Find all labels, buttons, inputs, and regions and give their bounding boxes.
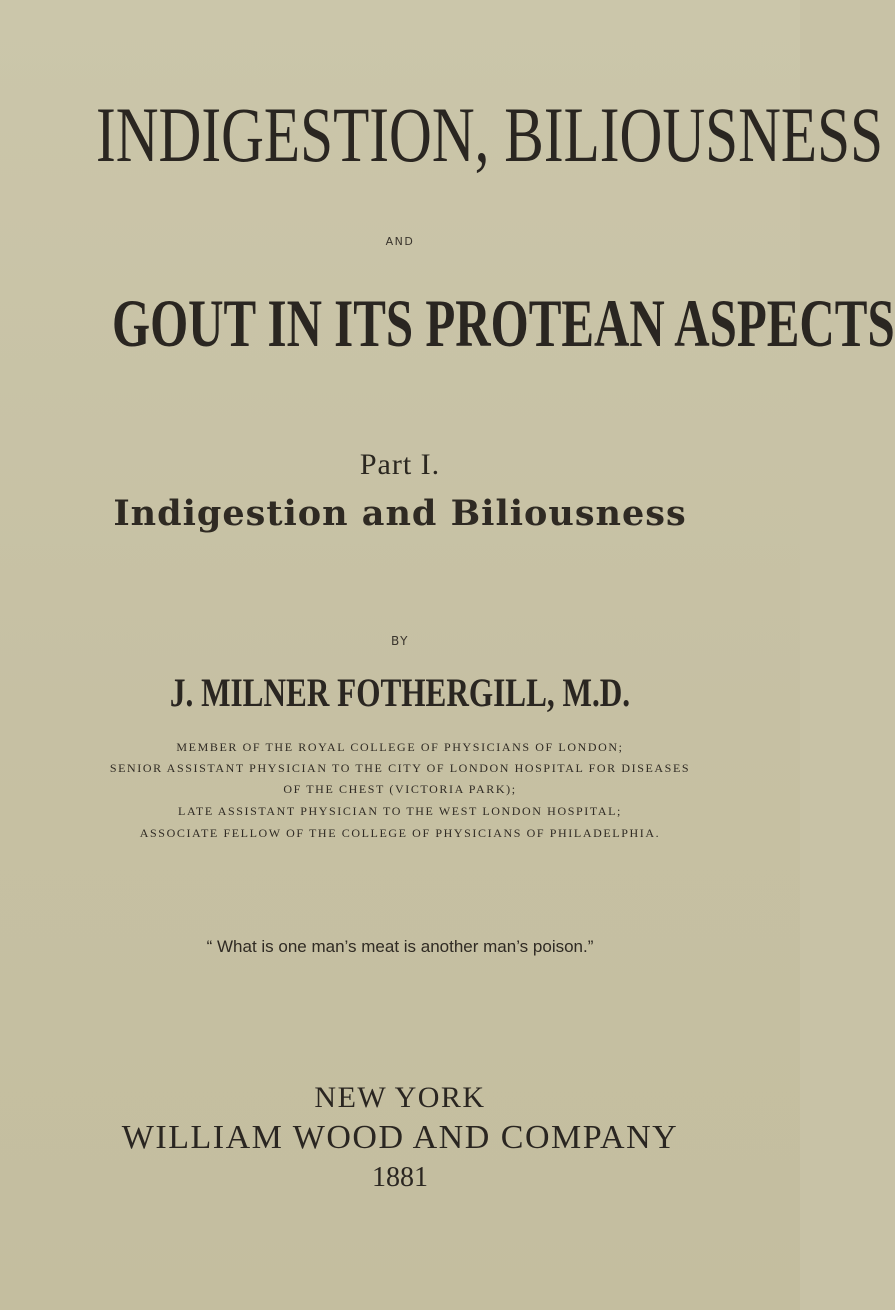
epigraph: “ What is one man’s meat is another man’s poison.”	[206, 937, 594, 956]
author-name: J. MILNER FOTHERGILL, M.D.	[169, 670, 631, 715]
author-credential: MEMBER OF THE ROYAL COLLEGE OF PHYSICIANS OF LONDON;	[176, 740, 624, 754]
author-credential: LATE ASSISTANT PHYSICIAN TO THE WEST LONDON HOSPITAL;	[178, 804, 622, 818]
author-credential: OF THE CHEST (VICTORIA PARK);	[283, 782, 517, 796]
title-conjunction: AND	[385, 235, 415, 248]
main-title-line-1: INDIGESTION, BILIOUSNESS	[96, 91, 884, 178]
author-credential: SENIOR ASSISTANT PHYSICIAN TO THE CITY OF LONDON HOSPITAL FOR DISEASES	[109, 761, 691, 775]
author-credential: ASSOCIATE FELLOW OF THE COLLEGE OF PHYSICIANS OF PHILADELPHIA.	[139, 826, 661, 840]
imprint-year: 1881	[372, 1162, 428, 1193]
imprint-publisher: WILLIAM WOOD AND COMPANY	[121, 1119, 679, 1156]
part-title: Indigestion and Biliousness	[113, 493, 687, 534]
part-label: Part I.	[359, 448, 441, 481]
by-label: BY	[391, 634, 409, 648]
main-title-line-2: GOUT IN ITS PROTEAN ASPECTS	[112, 285, 895, 361]
imprint-city: NEW YORK	[314, 1081, 486, 1114]
